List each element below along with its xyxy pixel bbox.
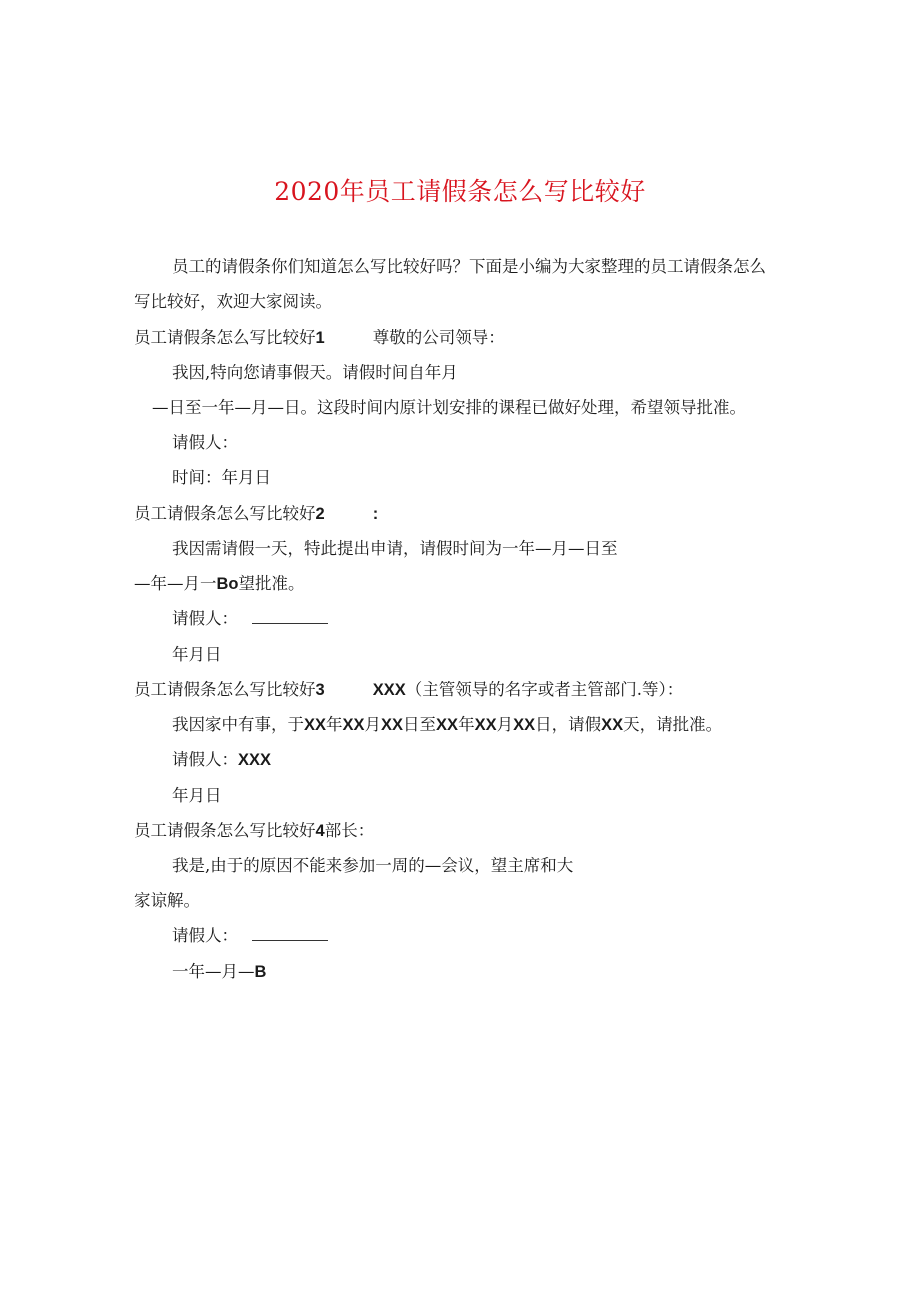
- body-text-segment: 日至: [403, 715, 437, 734]
- section-4-date-b: B: [254, 963, 267, 981]
- section-1-heading: [134, 327, 505, 349]
- body-text-segment: 日，请假: [535, 715, 602, 734]
- section-2-applicant-label: 请假人：: [172, 609, 238, 628]
- intro-line-1: 员工的请假条你们知道怎么写比较好吗？下面是小编为大家整理的员工请假条怎么: [172, 257, 766, 276]
- section-4-heading: [134, 820, 374, 842]
- body-text-segment: 我因家中有事，于: [172, 715, 304, 734]
- section-2-body-2: [134, 573, 305, 595]
- signature-blank-line: [252, 926, 328, 941]
- section-2-body-2a: —年—月一: [134, 574, 217, 593]
- section-3-addressee-note: （主管领导的名字或者主管部门.等）：: [405, 680, 684, 699]
- section-1-number: 1: [315, 329, 325, 347]
- section-4-addressee: 部长：: [324, 821, 375, 840]
- section-2-date: 年月日: [172, 645, 222, 664]
- section-3-number: 3: [315, 681, 325, 699]
- body-text-segment: 年: [458, 715, 475, 734]
- placeholder-xx: XX: [601, 716, 624, 734]
- section-2-applicant: [172, 608, 328, 630]
- section-3-applicant-name: XXX: [238, 751, 272, 769]
- section-2-body-2b: Bo: [216, 575, 239, 593]
- section-1-body-2: —日至一年—月—日。这段时间内原计划安排的课程已做好处理，希望领导批准。: [152, 398, 746, 417]
- section-1-applicant: 请假人：: [172, 433, 238, 452]
- body-text-segment: 年: [326, 715, 343, 734]
- section-4-heading-text: 员工请假条怎么写比较好: [134, 821, 316, 840]
- section-3-addressee-name: XXX: [372, 681, 406, 699]
- section-3-heading-text: 员工请假条怎么写比较好: [134, 680, 316, 699]
- section-3-date: 年月日: [172, 786, 222, 805]
- section-3-applicant-label: 请假人：: [172, 750, 238, 769]
- section-4-body-1: 我是,由于的原因不能来参加一周的—会议，望主席和大: [172, 856, 574, 875]
- placeholder-xx: XX: [513, 716, 536, 734]
- placeholder-xx: XX: [436, 716, 459, 734]
- section-4-applicant: [172, 925, 328, 947]
- placeholder-xx: XX: [474, 716, 497, 734]
- body-text-segment: 天，请批准。: [623, 715, 723, 734]
- section-4-date-a: 一年—月—: [172, 962, 255, 981]
- section-4-applicant-label: 请假人：: [172, 926, 238, 945]
- section-3-body: [172, 714, 722, 736]
- section-4-body-2: 家谅解。: [134, 891, 200, 910]
- placeholder-xx: XX: [304, 716, 327, 734]
- section-2-body-2c: 望批准。: [238, 574, 305, 593]
- section-1-time: 时间：年月日: [172, 468, 271, 487]
- section-1-body-1: 我因,特向您请事假天。请假时间自年月: [172, 363, 458, 382]
- section-2-number: 2: [315, 505, 325, 523]
- section-2-body-1: 我因需请假一天，特此提出申请，请假时间为一年—月—日至: [172, 539, 618, 558]
- placeholder-xx: XX: [342, 716, 365, 734]
- placeholder-xx: XX: [381, 716, 404, 734]
- body-text-segment: 月: [364, 715, 382, 734]
- section-2-heading: [134, 503, 378, 525]
- section-4-number: 4: [315, 822, 325, 840]
- section-2-heading-text: 员工请假条怎么写比较好: [134, 504, 316, 523]
- section-1-heading-text: 员工请假条怎么写比较好: [134, 328, 316, 347]
- section-3-applicant: [172, 749, 271, 771]
- body-text-segment: 月: [496, 715, 514, 734]
- section-2-colon: :: [372, 505, 379, 523]
- signature-blank-line: [252, 609, 328, 624]
- section-4-date: [172, 961, 266, 983]
- intro-line-2: 写比较好，欢迎大家阅读。: [134, 292, 332, 311]
- section-1-salutation: 尊敬的公司领导：: [372, 328, 505, 347]
- document-title: 2020年员工请假条怎么写比较好: [274, 177, 646, 206]
- section-3-heading: [134, 679, 683, 701]
